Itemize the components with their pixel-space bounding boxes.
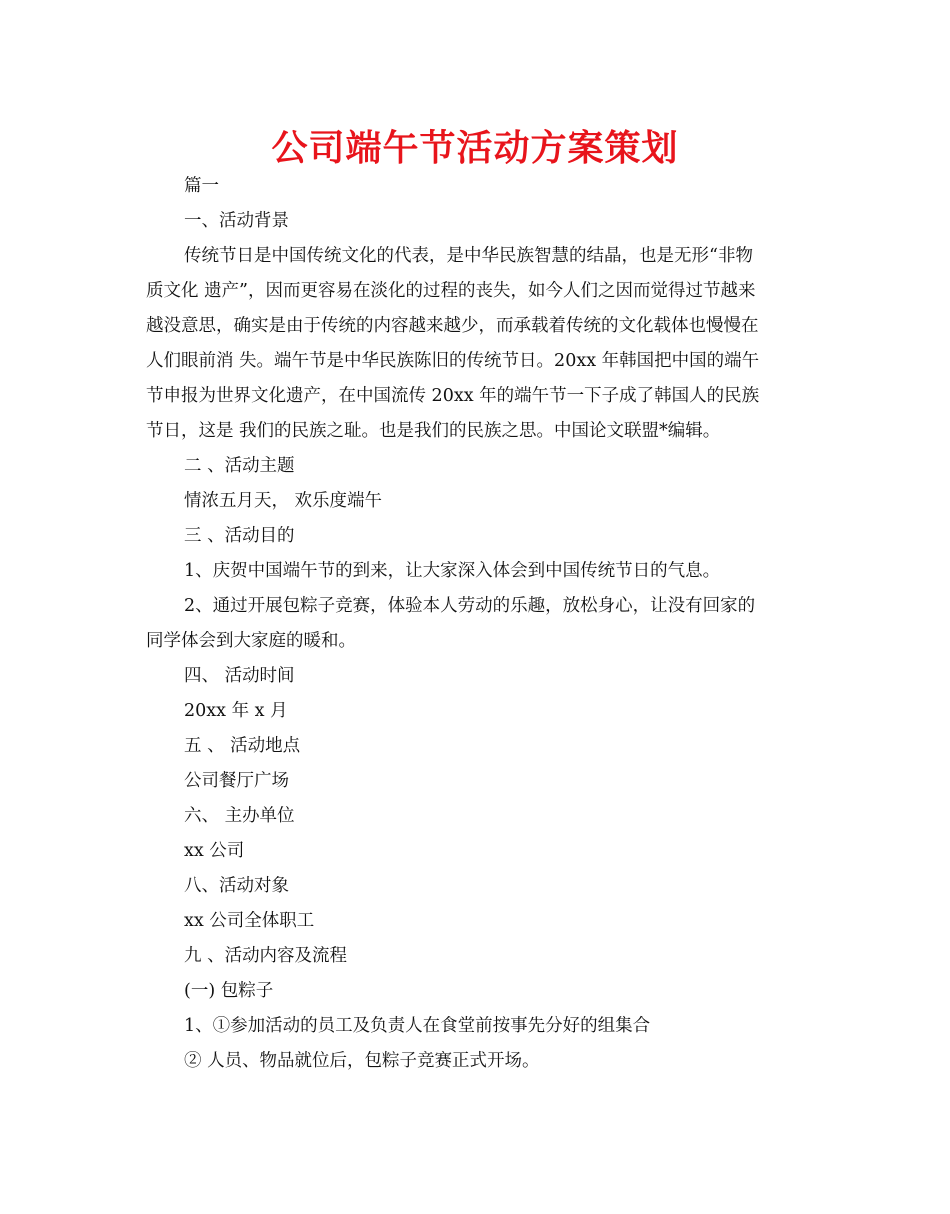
text-line: 20xx 年 x 月 <box>184 701 288 721</box>
text-line: 二 、活动主题 <box>184 456 295 476</box>
text-line: xx 公司 <box>184 841 245 861</box>
text-line: 一、活动背景 <box>184 211 289 231</box>
text-line: 同学体会到大家庭的暖和。 <box>146 631 356 651</box>
text-line: 九 、活动内容及流程 <box>184 946 348 966</box>
text-line: 三 、活动目的 <box>184 526 295 546</box>
text-line: 1、庆贺中国端午节的到来，让大家深入体会到中国传统节日的气息。 <box>184 561 721 581</box>
text-line: (一) 包粽子 <box>184 981 274 1001</box>
text-line: xx 公司全体职工 <box>184 911 315 931</box>
text-line: 八、活动对象 <box>184 876 289 896</box>
text-line: 2、通过开展包粽子竞赛，体验本人劳动的乐趣，放松身心，让没有回家的 <box>184 596 756 616</box>
text-line: ② 人员、物品就位后，包粽子竞赛正式开场。 <box>184 1051 540 1071</box>
text-line: 1、①参加活动的员工及负责人在食堂前按事先分好的组集合 <box>184 1016 651 1036</box>
document-title: 公司端午节活动方案策划 <box>271 128 679 169</box>
text-line: 六、 主办单位 <box>184 806 295 826</box>
text-line: 节日，这是 我们的民族之耻。也是我们的民族之思。中国论文联盟*编辑。 <box>146 421 721 441</box>
text-line: 传统节日是中国传统文化的代表，是中华民族智慧的结晶，也是无形“非物 <box>184 246 753 266</box>
text-line: 情浓五月天， 欢乐度端午 <box>184 491 383 511</box>
text-line: 四、 活动时间 <box>184 666 295 686</box>
text-line: 节申报为世界文化遗产，在中国流传 20xx 年的端午节一下子成了韩国人的民族 <box>146 386 760 406</box>
text-line: 五 、 活动地点 <box>184 736 301 756</box>
text-line: 公司餐厅广场 <box>184 771 289 791</box>
document-body <box>146 169 802 1079</box>
text-line: 人们眼前消 失。端午节是中华民族陈旧的传统节日。20xx 年韩国把中国的端午 <box>146 351 760 371</box>
text-line: 篇一 <box>184 176 219 196</box>
text-line: 质文化 遗产”，因而更容易在淡化的过程的丧失，如今人们之因而觉得过节越来 <box>146 281 756 301</box>
text-line: 越没意思，确实是由于传统的内容越来越少，而承载着传统的文化载体也慢慢在 <box>146 316 759 336</box>
